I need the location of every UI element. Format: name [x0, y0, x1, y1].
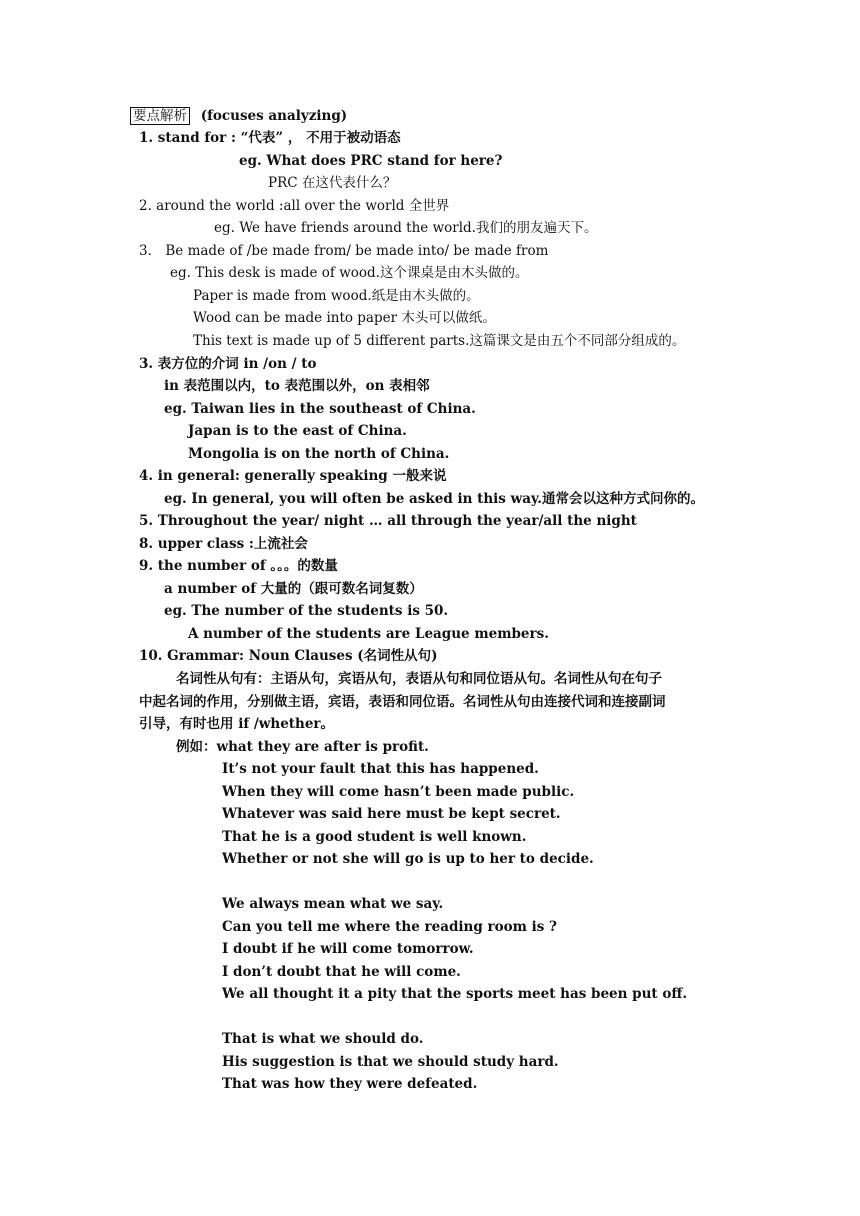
item-9-example-1: eg. The number of the students is 50.	[164, 603, 449, 619]
section-header-subtitle: (focuses analyzing)	[200, 108, 348, 124]
item-1-heading: 1. stand for : “代表” ， 不用于被动语态	[139, 130, 401, 146]
example-object-3: I doubt if he will come tomorrow.	[222, 941, 474, 957]
example-subject-2: It’s not your fault that this has happened.	[222, 761, 539, 777]
noun-clause-desc-3: 引导，有时也用 if /whether。	[139, 716, 335, 732]
item-3-example-3: Wood can be made into paper 木头可以做纸。	[193, 310, 496, 326]
example-subject-5: That he is a good student is well known.	[222, 829, 527, 845]
example-predicative-2: His suggestion is that we should study hard.	[222, 1054, 559, 1070]
example-object-1: We always mean what we say.	[222, 896, 444, 912]
item-3-example-1: eg. This desk is made of wood.这个课桌是由木头做的。	[170, 265, 529, 281]
item-9-sub: a number of 大量的（跟可数名词复数）	[164, 581, 423, 597]
item-3-example-4: This text is made up of 5 different parts.这篇课文是由五个不同部分组成的。	[193, 333, 686, 349]
section-header	[130, 107, 347, 125]
example-object-4: I don’t doubt that he will come.	[222, 964, 461, 980]
item-5-heading: 5. Throughout the year/ night … all through the year/all the night	[139, 513, 637, 529]
item-1-translation: PRC 在这代表什么？	[268, 175, 397, 191]
item-prepositions-example-3: Mongolia is on the north of China.	[188, 446, 450, 462]
example-object-5: We all thought it a pity that the sports meet has been put off.	[222, 986, 688, 1002]
item-9-example-2: A number of the students are League members.	[188, 626, 549, 642]
item-8-heading: 8. upper class :上流社会	[139, 536, 308, 552]
section-header-box: 要点解析	[130, 107, 190, 125]
example-subject-4: Whatever was said here must be kept secret.	[222, 806, 561, 822]
item-prepositions-example-2: Japan is to the east of China.	[188, 423, 407, 439]
item-prepositions-rule: in 表范围以内，to 表范围以外，on 表相邻	[164, 378, 430, 394]
example-subject-1: 例如：what they are after is profit.	[176, 739, 429, 755]
item-2-heading: 2. around the world :all over the world 全世界	[139, 198, 450, 214]
example-subject-3: When they will come hasn’t been made public.	[222, 784, 575, 800]
item-prepositions-heading: 3. 表方位的介词 in /on / to	[139, 356, 317, 372]
item-3-example-2: Paper is made from wood.纸是由木头做的。	[193, 288, 480, 304]
item-10-heading: 10. Grammar: Noun Clauses (名词性从句)	[139, 648, 438, 664]
item-2-example: eg. We have friends around the world.我们的朋友遍天下。	[214, 220, 598, 236]
item-9-heading: 9. the number of 。。。的数量	[139, 558, 338, 574]
example-subject-6: Whether or not she will go is up to her to decide.	[222, 851, 594, 867]
noun-clause-desc-1: 名词性从句有：主语从句，宾语从句，表语从句和同位语从句。名词性从句在句子	[176, 671, 662, 687]
item-prepositions-example-1: eg. Taiwan lies in the southeast of China.	[164, 401, 476, 417]
noun-clause-desc-2: 中起名词的作用，分别做主语，宾语，表语和同位语。名词性从句由连接代词和连接副词	[139, 694, 666, 710]
example-predicative-1: That is what we should do.	[222, 1031, 424, 1047]
item-4-heading: 4. in general: generally speaking 一般来说	[139, 468, 447, 484]
example-object-2: Can you tell me where the reading room is ?	[222, 919, 557, 935]
example-predicative-3: That was how they were defeated.	[222, 1076, 478, 1092]
item-1-example: eg. What does PRC stand for here?	[239, 153, 503, 169]
item-3-heading: 3． Be made of /be made from/ be made into/ be made from	[139, 243, 549, 259]
item-4-example: eg. In general, you will often be asked in this way.通常会以这种方式问你的。	[164, 491, 704, 507]
